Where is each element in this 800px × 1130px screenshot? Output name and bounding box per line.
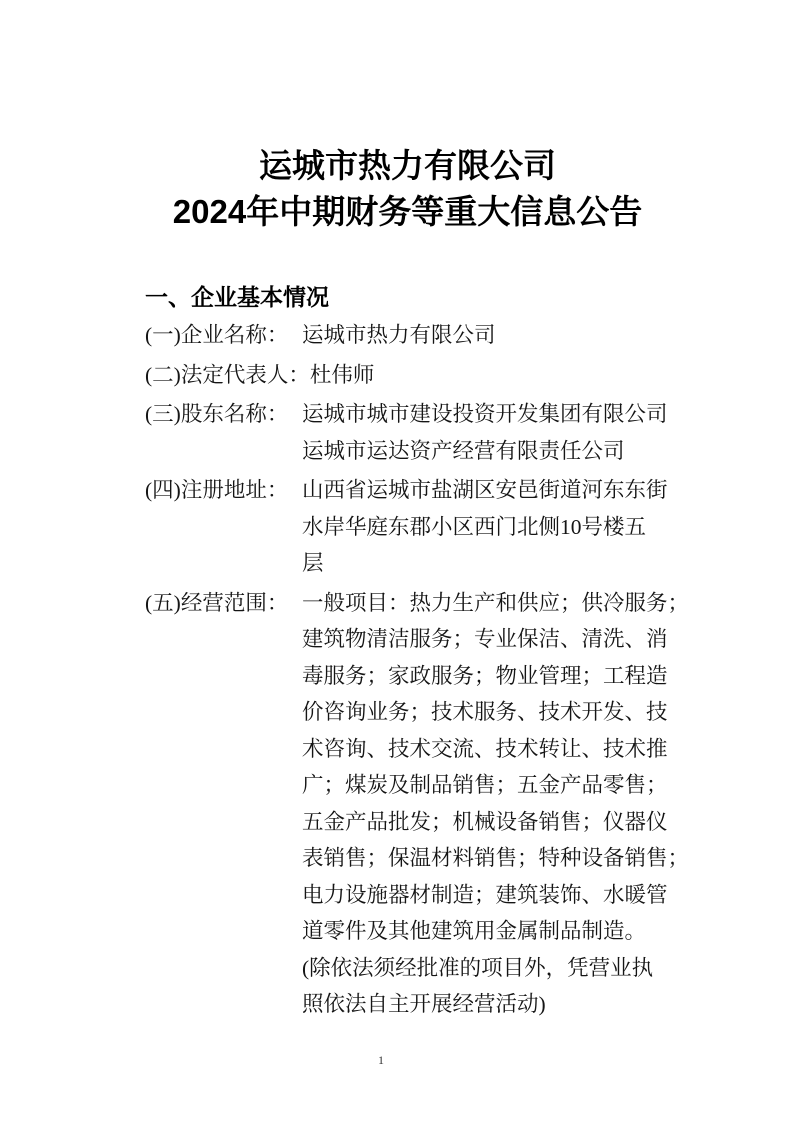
- item-line: 运城市城市建设投资开发集团有限公司: [302, 402, 668, 426]
- item-line: 建筑物清洁服务；专业保洁、清洗、消: [302, 627, 668, 651]
- item-line: 山西省运城市盐湖区安邑街道河东东街: [302, 478, 668, 502]
- document-title-line-1: 运城市热力有限公司: [259, 147, 556, 184]
- item-value: [302, 396, 685, 469]
- item-line: (除依法须经批准的项目外，凭营业执: [302, 955, 654, 980]
- item-line: 电力设施器材制造；建筑装饰、水暖管: [302, 882, 668, 907]
- section-heading: 一、企业基本情况: [145, 284, 329, 310]
- item-label: (三)股东名称：: [145, 402, 289, 426]
- item-value: [302, 472, 685, 582]
- document-title-line-2: 2024年中期财务等重大信息公告: [172, 193, 643, 230]
- item-line: 照依法自主开展经营活动): [302, 992, 546, 1016]
- item-shareholders: [145, 396, 685, 469]
- item-legal-representative: [145, 357, 685, 394]
- item-line: 运城市热力有限公司: [302, 323, 496, 347]
- item-label: (二)法定代表人：: [145, 362, 310, 387]
- item-line: 层: [302, 551, 324, 575]
- item-label: (一)企业名称：: [145, 323, 289, 347]
- item-line: 表销售；保温材料销售；特种设备销售；: [302, 846, 690, 870]
- document-title: [0, 0, 800, 235]
- item-line: 毒服务；家政服务；物业管理；工程造: [302, 663, 668, 688]
- item-line: 水岸华庭东郡小区西门北侧10号楼五: [302, 514, 647, 539]
- item-business-scope: [145, 585, 690, 1023]
- item-company-name: [145, 317, 685, 354]
- item-line: 一般项目：热力生产和供应；供冷服务；: [302, 590, 690, 615]
- item-value: [302, 317, 685, 354]
- item-line: 道零件及其他建筑用金属制品制造。: [302, 919, 647, 943]
- page-number: 1: [378, 1053, 384, 1067]
- item-label: (四)注册地址：: [145, 478, 289, 502]
- item-value: [302, 585, 689, 1023]
- item-line: 杜伟师: [309, 362, 375, 387]
- item-line: 术咨询、技术交流、技术转让、技术推: [302, 736, 668, 761]
- item-line: 价咨询业务；技术服务、技术开发、技: [302, 700, 668, 724]
- item-registered-address: [145, 472, 685, 582]
- item-list: [145, 317, 690, 1023]
- item-line: 运城市运达资产经营有限责任公司: [302, 438, 625, 463]
- item-line: 五金产品批发；机械设备销售；仪器仪: [302, 809, 668, 834]
- item-line: 广；煤炭及制品销售；五金产品零售；: [302, 773, 668, 797]
- item-value: [310, 357, 685, 394]
- item-label: (五)经营范围：: [145, 590, 289, 615]
